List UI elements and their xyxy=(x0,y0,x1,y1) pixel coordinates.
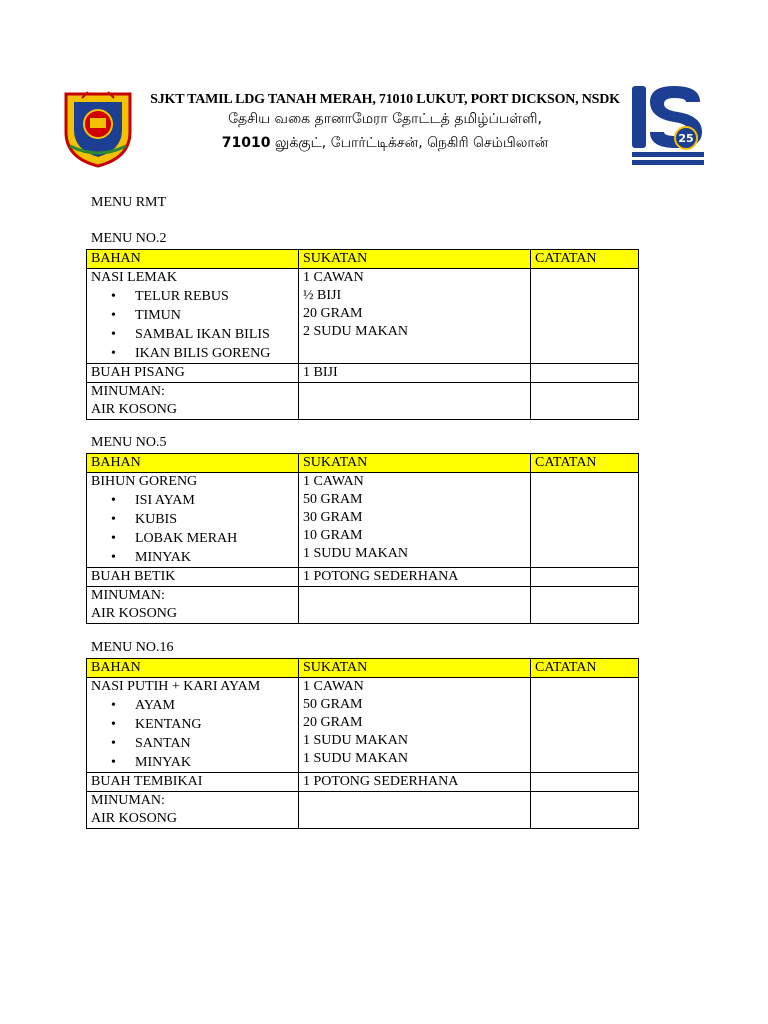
column-header-sukatan: SUKATAN xyxy=(299,250,531,269)
school-address-tamil xyxy=(140,135,630,153)
ingredient-item: • SANTAN xyxy=(111,734,294,753)
quantity-cell xyxy=(299,269,531,364)
column-header-catatan: CATATAN xyxy=(531,454,639,473)
address-rest: லுக்குட், போர்ட்டிக்சன், நெகிரி செம்பிலான் xyxy=(270,135,549,151)
fruit-cell: BUAH TEMBIKAI xyxy=(87,773,299,792)
ingredient-item: • MINYAK xyxy=(111,753,294,772)
ingredient-list xyxy=(91,491,294,567)
notes-cell xyxy=(531,269,639,364)
header-row xyxy=(87,454,639,473)
column-header-bahan: BAHAN xyxy=(87,250,299,269)
header-row xyxy=(87,659,639,678)
fruit-quantity-cell: 1 POTONG SEDERHANA xyxy=(299,568,531,587)
menu-label: MENU NO.2 xyxy=(91,231,167,246)
fruit-cell: BUAH PISANG xyxy=(87,364,299,383)
fruit-cell: BUAH BETIK xyxy=(87,568,299,587)
menu-table xyxy=(86,658,639,829)
notes-cell xyxy=(531,364,639,383)
table-row xyxy=(87,269,639,364)
document-title: MENU RMT xyxy=(91,195,167,210)
notes-cell xyxy=(531,383,639,420)
main-dish: NASI LEMAK xyxy=(91,270,177,285)
column-header-catatan: CATATAN xyxy=(531,250,639,269)
quantity-cell xyxy=(299,678,531,773)
transformation-25-logo xyxy=(628,82,708,168)
drink-value: AIR KOSONG xyxy=(91,606,177,621)
ingredient-quantity: 20 GRAM xyxy=(303,715,363,730)
postcode: 71010 xyxy=(221,135,271,151)
drink-label: MINUMAN: xyxy=(91,588,165,603)
table-row xyxy=(87,383,639,420)
main-quantity: 1 CAWAN xyxy=(303,474,364,489)
header-row xyxy=(87,250,639,269)
ingredient-item: • KENTANG xyxy=(111,715,294,734)
menu-table xyxy=(86,249,639,420)
ingredient-quantity: ½ BIJI xyxy=(303,288,342,303)
drink-value: AIR KOSONG xyxy=(91,402,177,417)
column-header-bahan: BAHAN xyxy=(87,454,299,473)
menu-table xyxy=(86,453,639,624)
ingredient-item: • IKAN BILIS GORENG xyxy=(111,344,294,363)
ingredient-list xyxy=(91,287,294,363)
logo-number: 25 xyxy=(678,132,694,145)
drink-cell xyxy=(87,383,299,420)
ingredient-quantity: 30 GRAM xyxy=(303,510,363,525)
school-crest-icon xyxy=(62,88,134,168)
drink-quantity-cell xyxy=(299,383,531,420)
table-row xyxy=(87,773,639,792)
notes-cell xyxy=(531,792,639,829)
school-crest-logo xyxy=(62,88,134,168)
ts25-logo-icon xyxy=(628,82,708,168)
main-dish-cell xyxy=(87,678,299,773)
ingredient-quantity: 2 SUDU MAKAN xyxy=(303,324,409,339)
ingredient-quantity: 1 SUDU MAKAN xyxy=(303,733,409,748)
notes-cell xyxy=(531,473,639,568)
ingredient-item: • LOBAK MERAH xyxy=(111,529,294,548)
main-dish: NASI PUTIH + KARI AYAM xyxy=(91,679,261,694)
drink-value: AIR KOSONG xyxy=(91,811,177,826)
ingredient-item: • ISI AYAM xyxy=(111,491,294,510)
main-dish-cell xyxy=(87,473,299,568)
table-row xyxy=(87,678,639,773)
column-header-bahan: BAHAN xyxy=(87,659,299,678)
table-row xyxy=(87,568,639,587)
notes-cell xyxy=(531,678,639,773)
notes-cell xyxy=(531,568,639,587)
school-name-tamil: தேசிய வகை தானாமேரா தோட்டத் தமிழ்ப்பள்ளி, xyxy=(228,111,542,127)
fruit-quantity-cell: 1 POTONG SEDERHANA xyxy=(299,773,531,792)
menu-label: MENU NO.5 xyxy=(91,435,167,450)
notes-cell xyxy=(531,773,639,792)
table-row xyxy=(87,364,639,383)
main-quantity: 1 CAWAN xyxy=(303,679,364,694)
table-row xyxy=(87,587,639,624)
drink-label: MINUMAN: xyxy=(91,793,165,808)
ingredient-item: • TELUR REBUS xyxy=(111,287,294,306)
table-row xyxy=(87,473,639,568)
ingredient-quantity: 20 GRAM xyxy=(303,306,363,321)
column-header-sukatan: SUKATAN xyxy=(299,659,531,678)
ingredient-item: • MINYAK xyxy=(111,548,294,567)
main-dish: BIHUN GORENG xyxy=(91,474,198,489)
drink-cell xyxy=(87,587,299,624)
ingredient-quantity: 1 SUDU MAKAN xyxy=(303,546,409,561)
ingredient-item: • AYAM xyxy=(111,696,294,715)
drink-quantity-cell xyxy=(299,587,531,624)
ingredient-list xyxy=(91,696,294,772)
notes-cell xyxy=(531,587,639,624)
ingredient-item: • TIMUN xyxy=(111,306,294,325)
drink-cell xyxy=(87,792,299,829)
main-dish-cell xyxy=(87,269,299,364)
menu-label: MENU NO.16 xyxy=(91,640,174,655)
ingredient-quantity: 10 GRAM xyxy=(303,528,363,543)
letterhead xyxy=(140,92,630,153)
main-quantity: 1 CAWAN xyxy=(303,270,364,285)
ingredient-quantity: 50 GRAM xyxy=(303,492,363,507)
school-name: SJKT TAMIL LDG TANAH MERAH, 71010 LUKUT, PORT DICKSON, NSDK xyxy=(150,92,620,107)
drink-label: MINUMAN: xyxy=(91,384,165,399)
drink-quantity-cell xyxy=(299,792,531,829)
ingredient-item: • SAMBAL IKAN BILIS xyxy=(111,325,294,344)
fruit-quantity-cell: 1 BIJI xyxy=(299,364,531,383)
column-header-sukatan: SUKATAN xyxy=(299,454,531,473)
column-header-catatan: CATATAN xyxy=(531,659,639,678)
table-row xyxy=(87,792,639,829)
ingredient-quantity: 1 SUDU MAKAN xyxy=(303,751,409,766)
quantity-cell xyxy=(299,473,531,568)
ingredient-item: • KUBIS xyxy=(111,510,294,529)
ingredient-quantity: 50 GRAM xyxy=(303,697,363,712)
